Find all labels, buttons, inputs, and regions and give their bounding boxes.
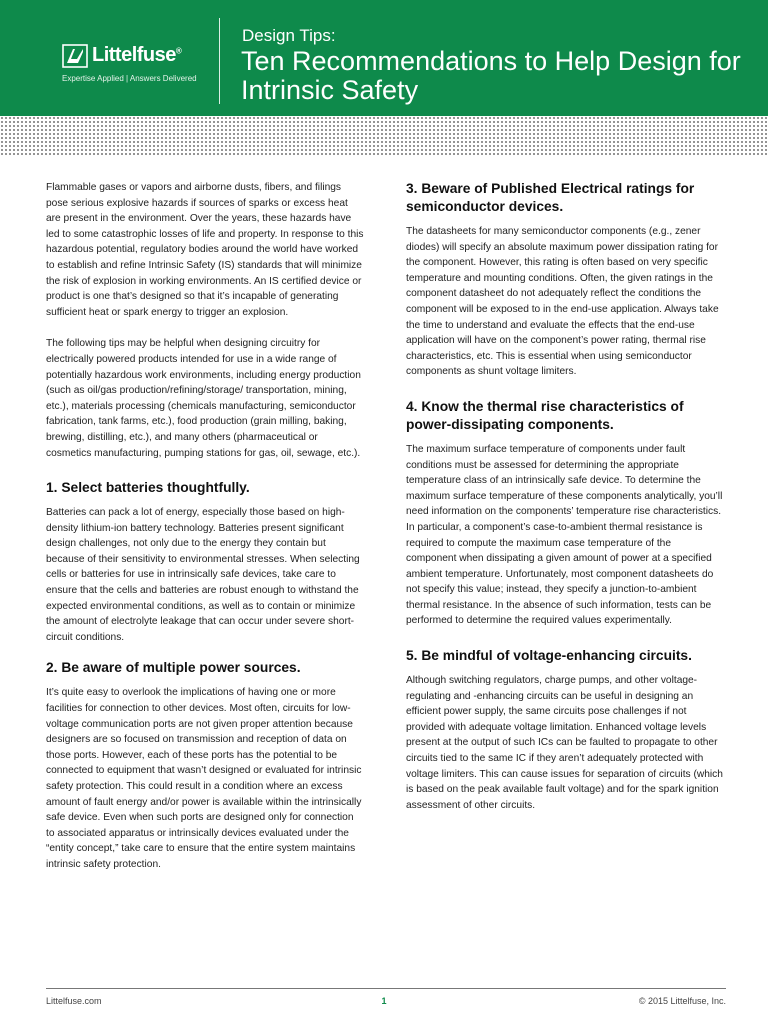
brand-tagline: Expertise Applied | Answers Delivered — [62, 74, 197, 83]
footer-copyright: © 2015 Littelfuse, Inc. — [638, 996, 726, 1006]
page-number: 1 — [381, 996, 387, 1006]
section-5-heading: 5. Be mindful of voltage-enhancing circuits. — [406, 648, 692, 664]
left-column — [46, 180, 364, 889]
section-2-heading: 2. Be aware of multiple power sources. — [46, 660, 301, 676]
footer-rule — [46, 988, 726, 989]
dot-pattern-band — [0, 116, 768, 156]
footer-website: Littelfuse.com — [46, 996, 102, 1006]
intro-paragraph-1: Flammable gases or vapors and airborne dusts, fibers, and filings pose serious explosive hazards if sources of sparks or excess heat are present in the environment. Over the years, these hazards have led to some catastrophic losses of life and property. In response to this hazardous potential, regulatory bodies around the world have worked to establish and refine Intrinsic Safety (IS) standards that will minimize the risk of explosion in working environments. An IS certified device or product is one that’s designed so that it’s incapable of generating sufficient heat or spark energy to trigger an explosion. — [46, 182, 364, 318]
section-2-body: It’s quite easy to overlook the implications of having one or more facilities for connection to other devices. Most often, circuits for low-voltage communication ports are not given proper attention because designers are so focused on transmission and reception of data on those ports. However, each of these ports has the potential to be connected to equipment that wasn’t designed or evaluated for intrinsic safety protection. This could result in a condition where an excess amount of fault energy and/or power is available within the intrinsically safe device. Even when such ports are designed only for connection to associated apparatus or intrinsically devices evaluated under the “entity concept,” take care to ensure that the entire system maintains intrinsic safety protection. — [46, 687, 362, 870]
header-banner — [0, 0, 768, 116]
littelfuse-logo-icon — [62, 44, 88, 68]
section-4-heading: 4. Know the thermal rise characteristics of power-dissipating components. — [406, 398, 684, 432]
section-3-heading: 3. Beware of Published Electrical ratings for semiconductor devices. — [406, 181, 695, 214]
section-1-body: Batteries can pack a lot of energy, especially those based on high-density lithium-ion battery technology. Batteries present significant design challenges, not only due to the energy they contain but because of their sensitivity to environmental stresses. When selecting cells or batteries for use in intrinsically safe devices, take care to ensure that the cells and batteries are robust enough to withstand the expected environmental conditions, as well as to contain or minimize the amount of electrolyte leakage that can occur under severe short-circuit conditions. — [46, 507, 360, 643]
document-title: Ten Recommendations to Help Design for Intrinsic Safety — [241, 46, 741, 105]
header-divider — [219, 18, 220, 104]
brand-name: Littelfuse® — [92, 44, 182, 66]
section-3-body: The datasheets for many semiconductor components (e.g., zener diodes) will specify an absolute maximum power dissipation rating for the component. However, this rating is often based on very specific temperature and mounting conditions. Often, the given ratings in the component datasheet do not adequately reflect the conditions the component will be exposed to in the end-use application. Always take the time to understand and evaluate the effects that the end-use application will have on the component’s power rating, thermal rise characteristics, etc. This is essential when using semiconductor components as shunt voltage limiters. — [406, 226, 719, 378]
section-5-body: Although switching regulators, charge pumps, and other voltage-regulating and -enhancing circuits can be useful in designing an efficient power supply, the same circuits pose challenges if not provided with adequate voltage limitation. Enhanced voltage levels present at the output of such ICs can be faulted to propagate to other circuits tied to the same IC if they aren’t adequately protected with voltage limiters. This can cause issues for separation of circuits (which is based on the peak available fault voltage) and for the spark ignition assessment of other circuits. — [406, 675, 723, 811]
document-eyebrow: Design Tips: — [242, 26, 336, 45]
right-column — [406, 180, 724, 829]
section-4-body: The maximum surface temperature of components under fault conditions must be assessed for determining the appropriate temperature class of an intrinsically safe device. To determine the maximum surface temperature of these components analytically, you’ll need information on the components’ temperature rise characteristics. In particular, a component’s case-to-ambient thermal resistance is required to compute the maximum case temperature of the component when dissipating a given amount of power at a specified ambient temperature. Unfortunately, most component datasheets do not specify this value; instead, they specify a junction-to-ambient thermal resistance. In the absence of such information, tests can be performed to determine the required values experimentally. — [406, 443, 723, 627]
intro-paragraph-2: The following tips may be helpful when designing circuitry for electrically powered products intended for use in a wide range of potentially hazardous work environments, including energy production (such as oil/gas production/refining/storage/ transportation, mining, etc.), materials processing (chemicals manufacturing, semiconductor fabrication, tank farms, etc.), food production (grain milling, baking, brewing, distilling, etc.), and many others (pharmaceutical or cosmetics manufacturing, pumping stations for gas, oil, sewage, etc.). — [46, 338, 361, 459]
brand-logo — [62, 42, 212, 86]
section-1-heading: 1. Select batteries thoughtfully. — [46, 480, 250, 496]
